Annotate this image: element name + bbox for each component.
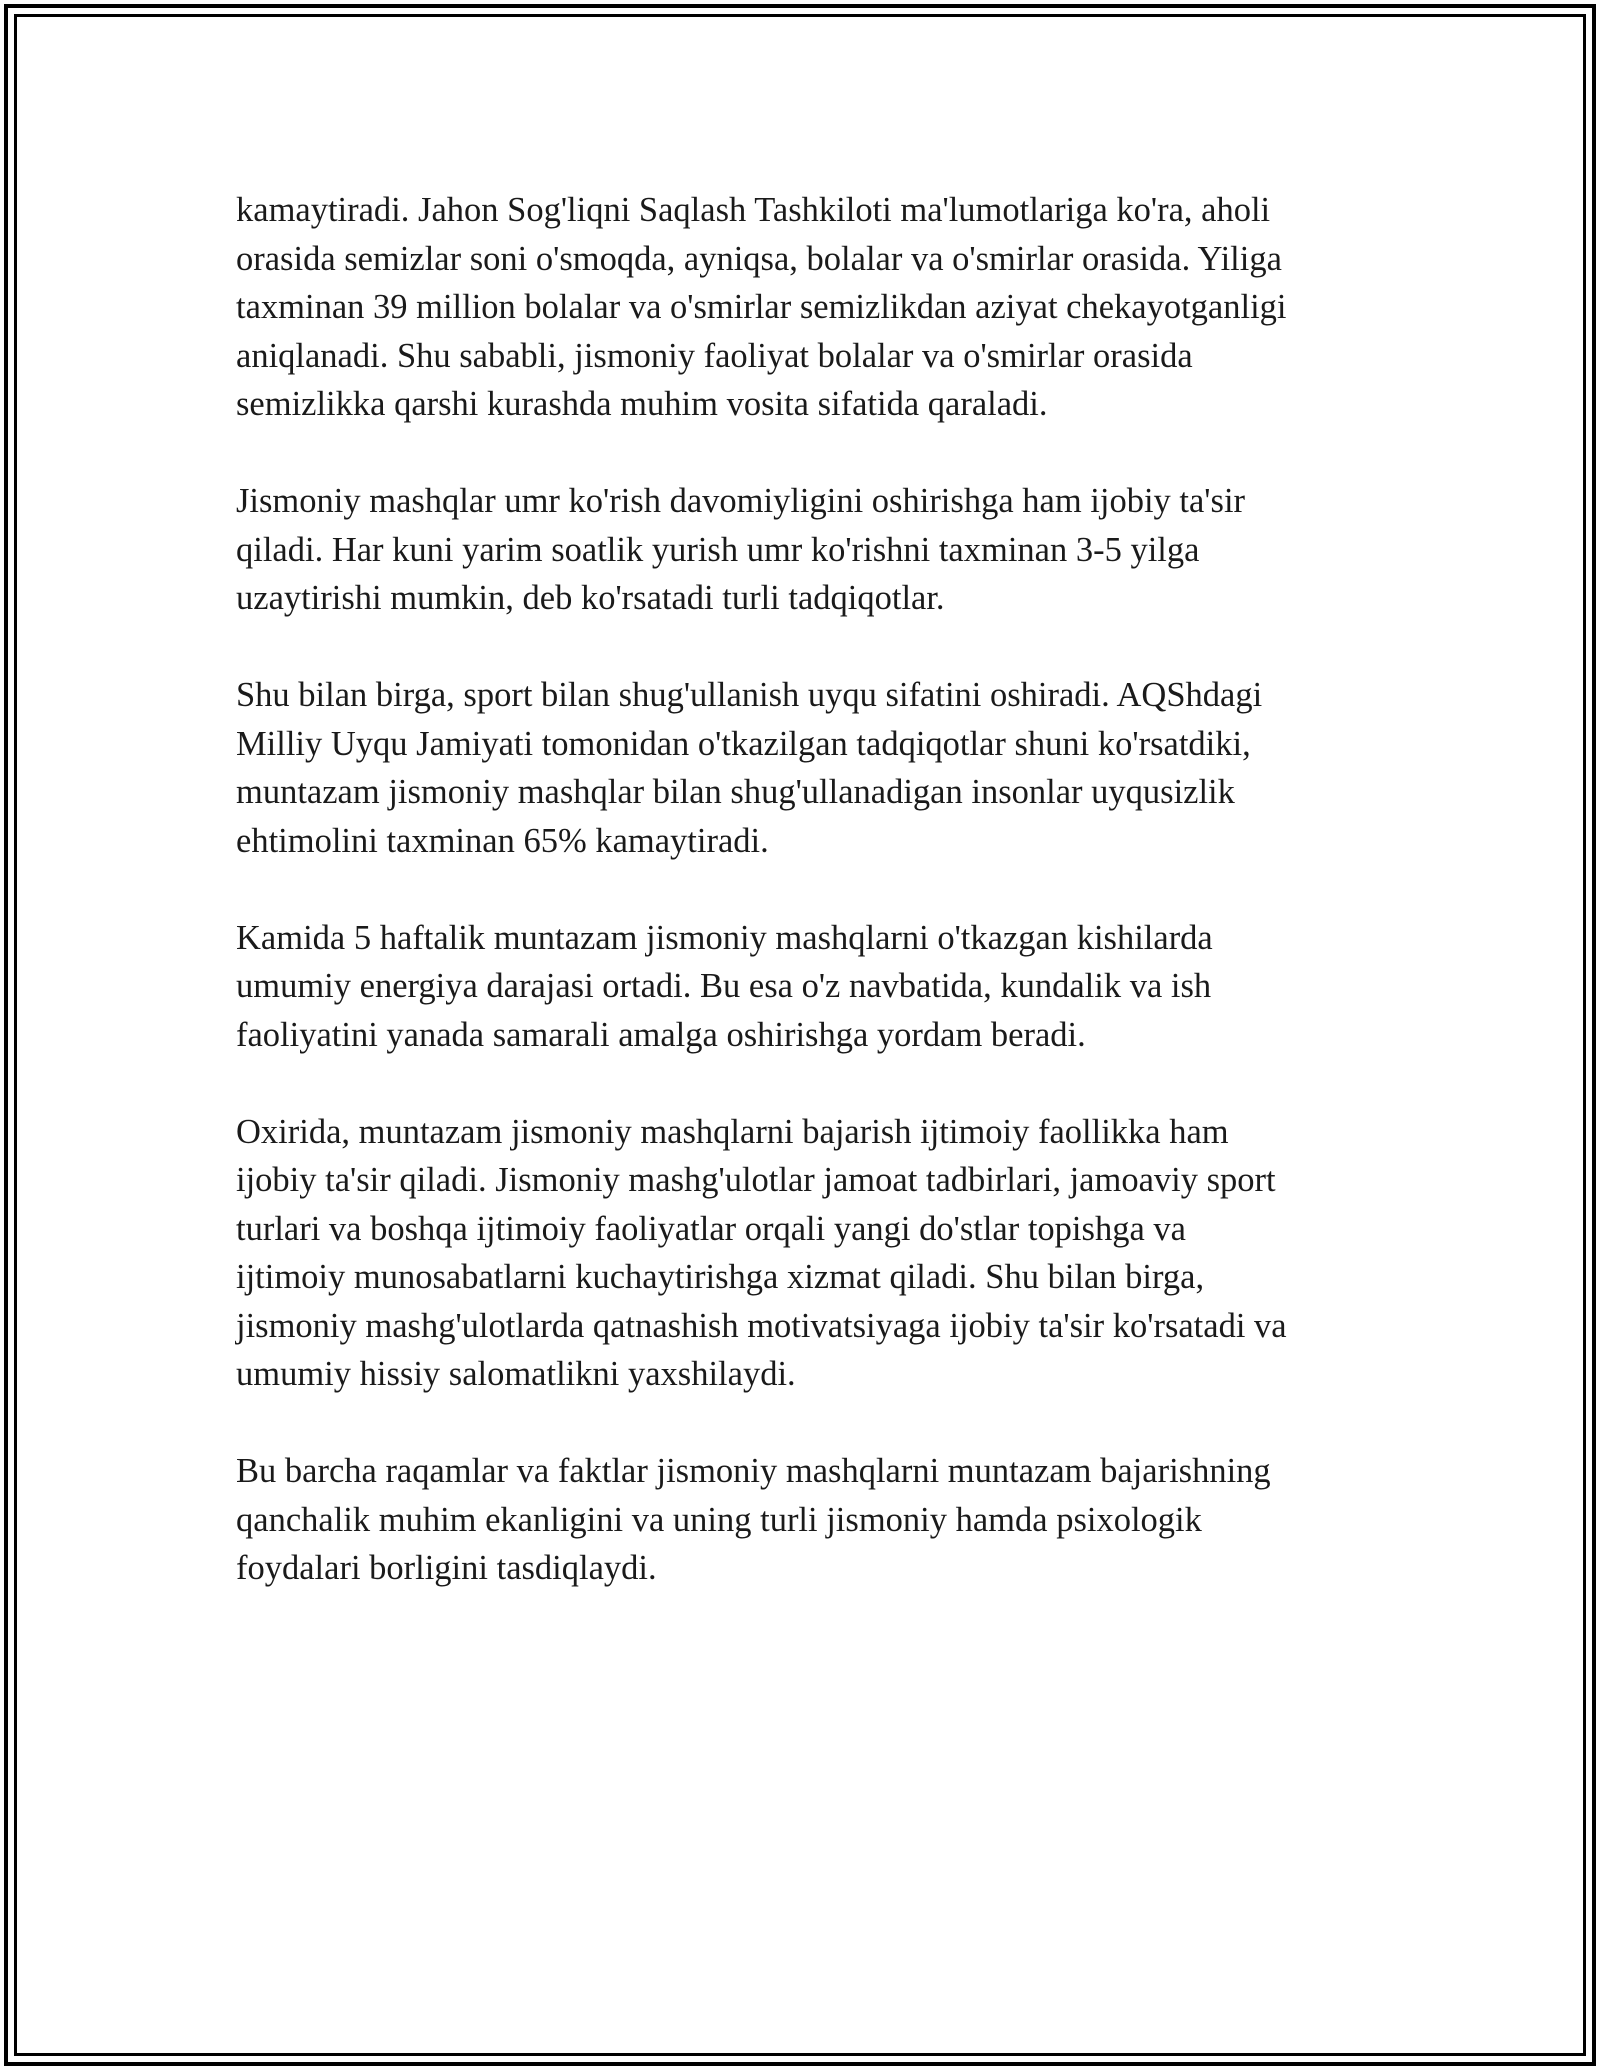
paragraph-conclusion (236, 1447, 1366, 1593)
paragraph-sleep (236, 671, 1366, 865)
text-line: semizlikka qarshi kurashda muhim vosita sifatida qaraladi. (236, 385, 1048, 423)
text-line: umumiy hissiy salomatlikni yaxshilaydi. (236, 1355, 796, 1393)
text-line: aniqlanadi. Shu sababli, jismoniy faoliyat bolalar va o'smirlar orasida (236, 336, 1193, 375)
paragraph-obesity (236, 186, 1366, 429)
text-line: orasida semizlar soni o'smoqda, ayniqsa, bolalar va o'smirlar orasida. Yiliga (236, 239, 1282, 278)
text-line: kamaytiradi. Jahon Sog'liqni Saqlash Tashkiloti ma'lumotlariga ko'ra, aholi (236, 191, 1271, 229)
text-line: ijtimoiy munosabatlarni kuchaytirishga xizmat qiladi. Shu bilan birga, (236, 1258, 1205, 1296)
paragraph-longevity (236, 477, 1366, 623)
text-line: ehtimolini taxminan 65% kamaytiradi. (236, 821, 769, 860)
text-line: qanchalik muhim ekanligini va uning turli jismoniy hamda psixologik (236, 1500, 1202, 1539)
text-line: jismoniy mashg'ulotlarda qatnashish motivatsiyaga ijobiy ta'sir ko'rsatadi va (236, 1306, 1287, 1345)
text-line: ijobiy ta'sir qiladi. Jismoniy mashg'ulotlar jamoat tadbirlari, jamoaviy sport (236, 1161, 1276, 1199)
text-line: Milliy Uyqu Jamiyati tomonidan o'tkazilgan tadqiqotlar shuni ko'rsatdiki, (236, 724, 1251, 763)
document-body (236, 186, 1366, 1641)
text-line: taxminan 39 million bolalar va o'smirlar semizlikdan aziyat chekayotganligi (236, 288, 1287, 326)
text-line: muntazam jismoniy mashqlar bilan shug'ullanadigan insonlar uyqusizlik (236, 773, 1235, 811)
text-line: foydalari borligini tasdiqlaydi. (236, 1549, 657, 1587)
text-line: turlari va boshqa ijtimoiy faoliyatlar orqali yangi do'stlar topishga va (236, 1209, 1186, 1248)
text-line: uzaytirishi mumkin, deb ko'rsatadi turli tadqiqotlar. (236, 579, 945, 617)
text-line: umumiy energiya darajasi ortadi. Bu esa o'z navbatida, kundalik va ish (236, 967, 1212, 1005)
paragraph-social (236, 1108, 1366, 1399)
text-line: Bu barcha raqamlar va faktlar jismoniy mashqlarni muntazam bajarishning (236, 1452, 1271, 1490)
text-line: qiladi. Har kuni yarim soatlik yurish umr ko'rishni taxminan 3-5 yilga (236, 530, 1200, 569)
text-line: Shu bilan birga, sport bilan shug'ullanish uyqu sifatini oshiradi. AQShdagi (236, 676, 1263, 714)
text-line: Kamida 5 haftalik muntazam jismoniy mashqlarni o'tkazgan kishilarda (236, 918, 1213, 957)
text-line: Oxirida, muntazam jismoniy mashqlarni bajarish ijtimoiy faollikka ham (236, 1112, 1229, 1151)
text-line: faoliyatini yanada samarali amalga oshirishga yordam beradi. (236, 1015, 1086, 1054)
paragraph-energy (236, 914, 1366, 1060)
text-line: Jismoniy mashqlar umr ko'rish davomiyligini oshirishga ham ijobiy ta'sir (236, 482, 1246, 520)
